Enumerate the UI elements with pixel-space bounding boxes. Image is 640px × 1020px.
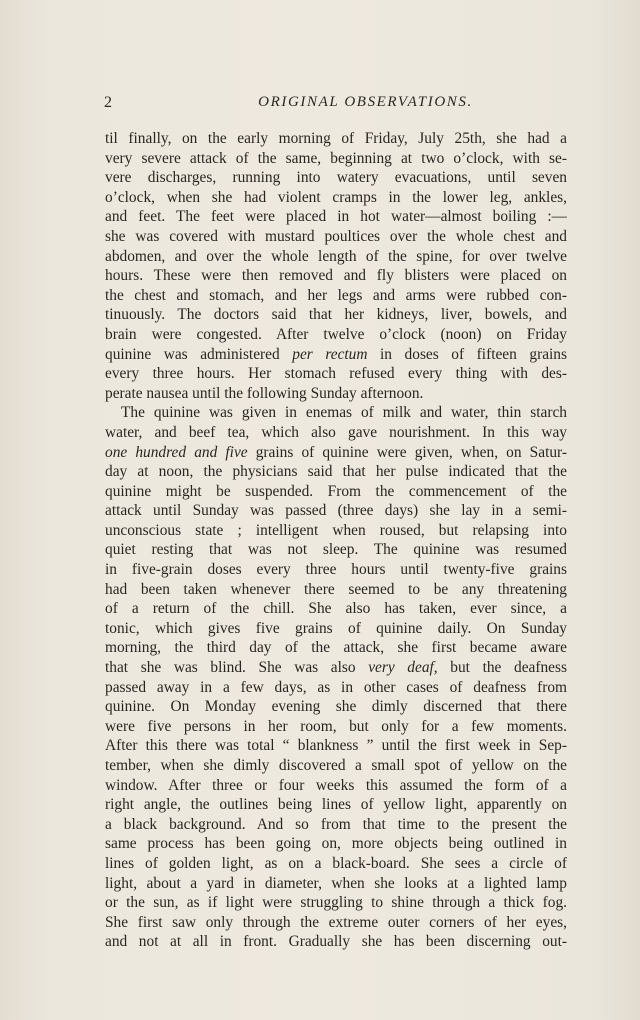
- text-line: [105, 364, 567, 384]
- text-line: [105, 874, 567, 894]
- text-run: water, and beef tea, which also gave nourishment. In this way: [105, 423, 567, 441]
- text-run: every three hours. Her stomach refused every thing with des-: [105, 365, 567, 383]
- text-line: [105, 207, 567, 227]
- text-run: o’clock, when she had violent cramps in the lower leg, ankles,: [105, 188, 567, 206]
- text-run: in five-grain doses every three hours until twenty-five grains: [105, 561, 567, 579]
- text-line: [105, 893, 567, 913]
- text-line: [105, 286, 567, 306]
- text-run: very severe attack of the same, beginning at two o’clock, with se-: [105, 149, 567, 167]
- text-line: [105, 560, 567, 580]
- text-line: [105, 717, 567, 737]
- text-run: were five persons in her room, but only for a few moments.: [105, 717, 567, 735]
- text-run: a black background. And so from that time to the present the: [105, 815, 567, 833]
- text-run: tember, when she dimly discovered a small spot of yellow on the: [105, 757, 567, 774]
- text-line: [105, 345, 567, 365]
- text-run: day at noon, the physicians said that her pulse indicated that the: [105, 463, 567, 481]
- text-run: tinuously. The doctors said that her kidneys, liver, bowels, and: [105, 306, 567, 324]
- text-line: [105, 129, 567, 149]
- text-line: [105, 619, 567, 639]
- text-run: unconscious state ; intelligent when roused, but relapsing into: [105, 521, 567, 539]
- text-run: quiet resting that was not sleep. The quinine was resumed: [105, 541, 567, 559]
- text-line: [105, 913, 567, 933]
- text-line: [105, 795, 567, 815]
- text-line: [105, 815, 567, 835]
- text-line: [105, 540, 567, 560]
- text-line: [105, 305, 567, 325]
- text-run: quinine was administered: [105, 345, 293, 363]
- text-line: [105, 482, 567, 502]
- text-line: [105, 384, 567, 404]
- text-run: had been taken whenever there seemed to be any threatening: [105, 580, 567, 598]
- text-run: or the sun, as if light were struggling to shine through a thick fog.: [105, 894, 567, 912]
- text-run: and feet. The feet were placed in hot water—almost boiling :—: [105, 208, 567, 226]
- text-run: morning, the third day of the attack, she first became aware: [105, 639, 567, 657]
- text-run: grains of quinine were given, when, on Satur-: [247, 443, 567, 461]
- text-run: The quinine was given in enemas of milk and water, thin starch: [121, 404, 567, 422]
- text-run: that she was blind. She was also: [105, 659, 369, 677]
- text-run: window. After three or four weeks this assumed the form of a: [105, 776, 567, 794]
- italic-phrase: very deaf,: [368, 659, 438, 677]
- italic-phrase: one hundred and five: [105, 443, 248, 461]
- page-header: [104, 94, 567, 116]
- text-run: she was covered with mustard poultices over the whole chest and: [105, 227, 567, 245]
- page-number: 2: [104, 94, 112, 111]
- text-line: [105, 501, 567, 521]
- text-run: perate nausea until the following Sunday afternoon.: [105, 384, 424, 402]
- text-line: [105, 580, 567, 600]
- text-run: abdomen, and over the whole length of the spine, for over twelve: [105, 247, 567, 265]
- text-run: in doses of fifteen grains: [367, 345, 567, 363]
- text-run: til finally, on the early morning of Friday, July 25th, she had a: [105, 130, 567, 147]
- text-line: [105, 423, 567, 443]
- text-line: [105, 776, 567, 796]
- text-line: [105, 325, 567, 345]
- text-run: passed away in a few days, as in other cases of deafness from: [105, 678, 567, 696]
- running-head: ORIGINAL OBSERVATIONS.: [258, 94, 473, 110]
- text-run: of a return of the chill. She also has taken, ever since, a: [105, 600, 567, 618]
- text-run: and not at all in front. Gradually she has been discerning out-: [105, 933, 567, 951]
- italic-phrase: per rectum: [292, 345, 368, 363]
- text-line: [105, 599, 567, 619]
- text-line: [105, 658, 567, 678]
- text-run: tonic, which gives five grains of quinine daily. On Sunday: [105, 619, 567, 637]
- text-line: [105, 266, 567, 286]
- text-run: attack until Sunday was passed (three days) she lay in a semi-: [105, 502, 567, 520]
- text-line: [105, 188, 567, 208]
- text-run: right angle, the outlines being lines of yellow light, apparently on: [105, 796, 567, 814]
- text-line: [105, 697, 567, 717]
- text-line: [105, 932, 567, 952]
- text-run: She first saw only through the extreme outer corners of her eyes,: [105, 913, 567, 931]
- text-line: [105, 756, 567, 776]
- text-line: [105, 168, 567, 188]
- text-run: brain were congested. After twelve o’clock (noon) on Friday: [105, 325, 567, 343]
- text-run: quinine. On Monday evening she dimly discerned that there: [105, 698, 567, 716]
- text-line: [105, 227, 567, 247]
- text-run: vere discharges, running into watery evacuations, until seven: [105, 169, 567, 187]
- text-run: same process has been going on, more objects being outlined in: [105, 835, 567, 853]
- text-run: quinine might be suspended. From the commencement of the: [105, 482, 567, 500]
- text-line: [105, 443, 567, 463]
- text-line: [105, 638, 567, 658]
- text-run: light, about a yard in diameter, when she looks at a lighted lamp: [105, 874, 567, 892]
- text-line: [105, 521, 567, 541]
- text-line: [105, 854, 567, 874]
- text-line: [105, 678, 567, 698]
- body-text: [105, 129, 567, 952]
- text-line: [105, 403, 567, 423]
- text-line: [105, 247, 567, 267]
- text-run: hours. These were then removed and fly blisters were placed on: [105, 267, 567, 285]
- text-run: but the deafness: [437, 659, 567, 677]
- text-line: [105, 834, 567, 854]
- text-line: [105, 462, 567, 482]
- text-run: the chest and stomach, and her legs and arms were rubbed con-: [105, 286, 567, 304]
- text-line: [105, 149, 567, 169]
- text-run: After this there was total “ blankness ” until the first week in Sep-: [105, 737, 567, 755]
- text-run: lines of golden light, as on a black-board. She sees a circle of: [105, 854, 567, 872]
- text-line: [105, 736, 567, 756]
